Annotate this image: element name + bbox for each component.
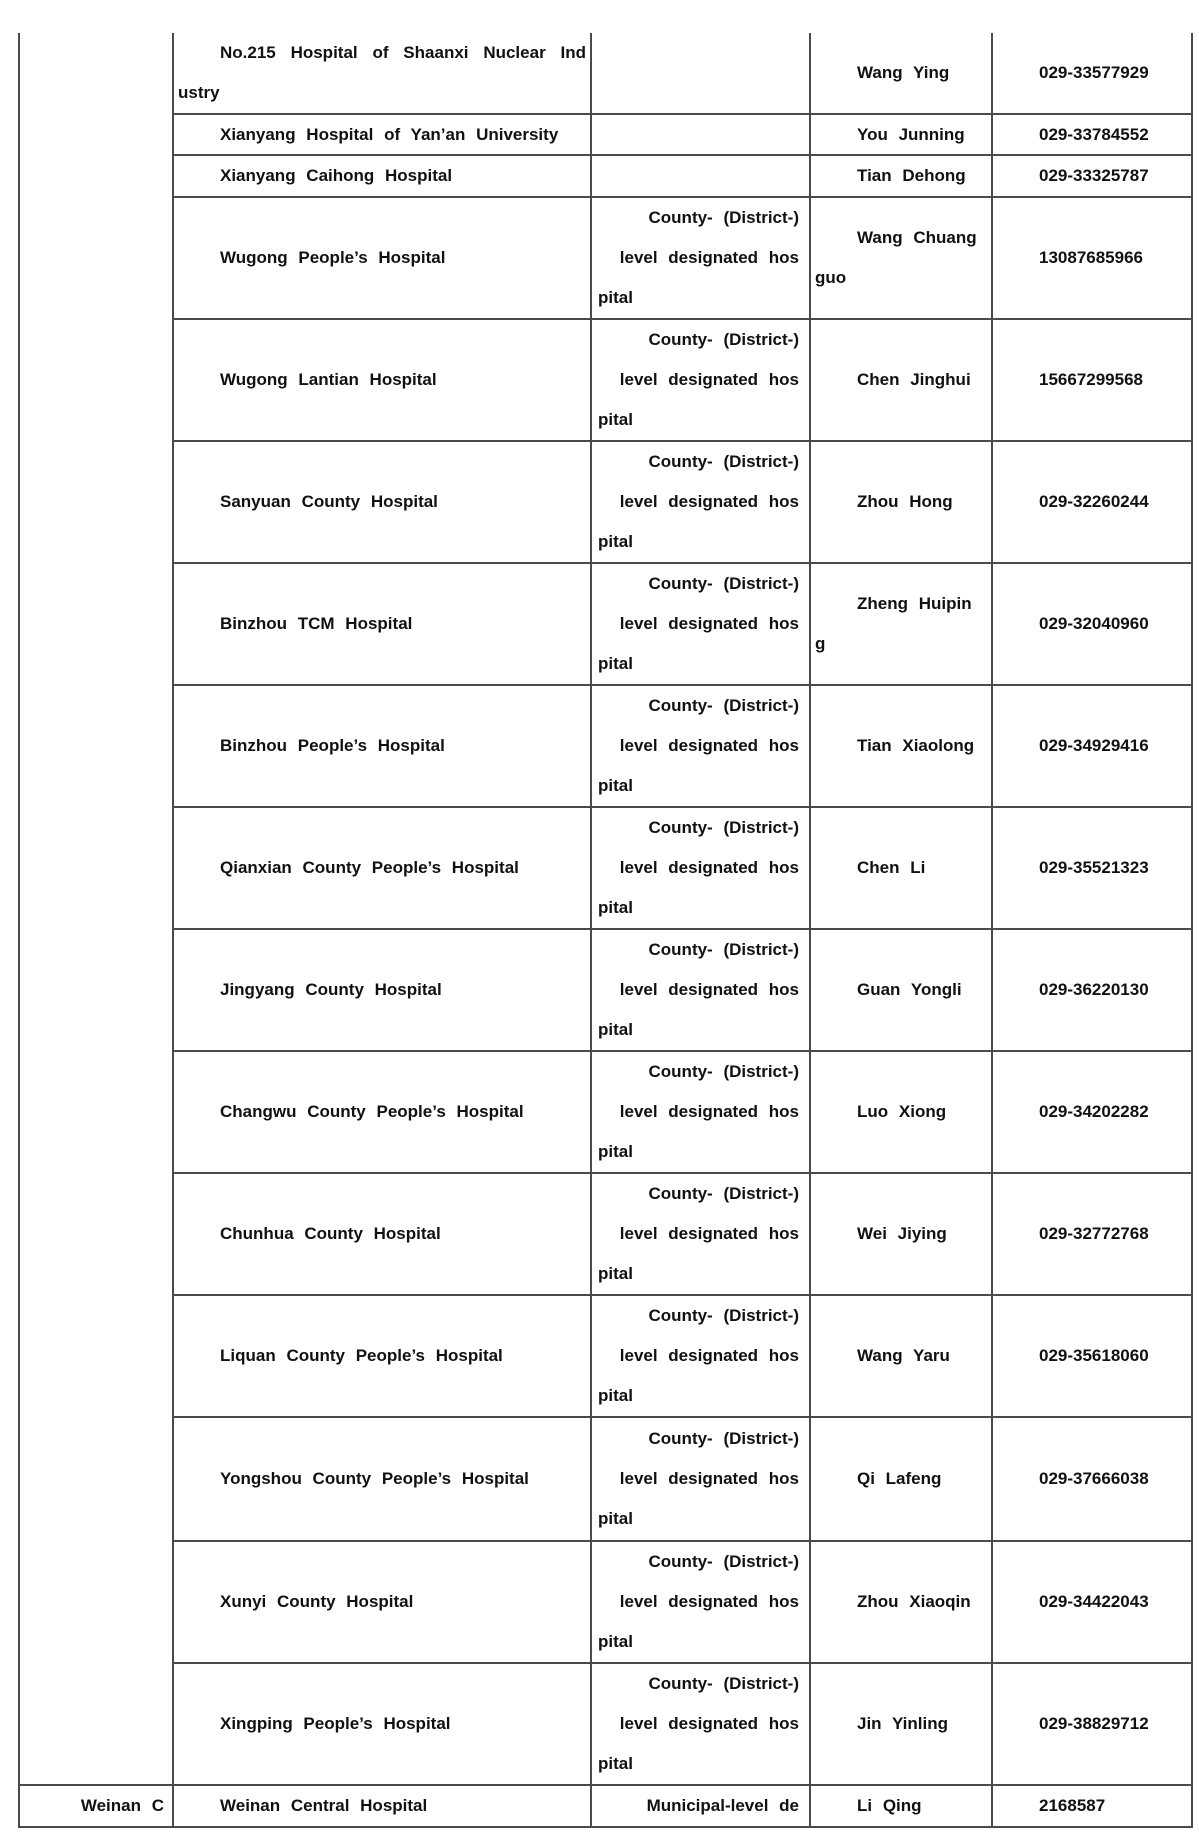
phone-cell	[992, 1541, 1192, 1663]
hospital-level-line: pital	[598, 1142, 633, 1161]
phone-number: 13087685966	[1039, 248, 1144, 267]
table-row	[19, 197, 1192, 319]
hospital-name-cell	[173, 155, 591, 197]
contact-person: Guan Yongli	[857, 980, 962, 999]
phone-cell	[992, 1173, 1192, 1295]
hospital-level-cell	[591, 1295, 810, 1417]
hospital-level-line: level designated hos	[619, 370, 799, 389]
hospital-level-line: County- (District-)	[648, 330, 799, 349]
phone-number: 029-34929416	[1039, 736, 1149, 755]
table-row	[19, 1541, 1192, 1663]
table-row	[19, 1051, 1192, 1173]
contact-person-cell	[810, 929, 992, 1051]
hospital-level-line: County- (District-)	[648, 208, 799, 227]
hospital-level-line: County- (District-)	[648, 574, 799, 593]
contact-person: Jin Yinling	[857, 1714, 949, 1733]
phone-number: 15667299568	[1039, 370, 1144, 389]
hospital-name: Xianyang Caihong Hospital	[220, 166, 453, 185]
city-name: Weinan C	[80, 1796, 164, 1815]
contact-person: Tian Dehong	[857, 166, 966, 185]
contact-person-cell	[810, 1785, 992, 1827]
hospital-level-cell	[591, 1051, 810, 1173]
hospital-level-line: County- (District-)	[648, 1306, 799, 1325]
phone-number: 029-34422043	[1039, 1592, 1149, 1611]
hospital-level-line: pital	[598, 1264, 633, 1283]
phone-cell	[992, 155, 1192, 197]
phone-cell	[992, 1785, 1192, 1827]
hospital-name-cell	[173, 1417, 591, 1541]
phone-cell	[992, 685, 1192, 807]
phone-cell	[992, 319, 1192, 441]
contact-person: Wei Jiying	[857, 1224, 947, 1243]
hospital-level-line: level designated hos	[619, 1102, 799, 1121]
phone-number: 029-34202282	[1039, 1102, 1149, 1121]
table-row	[19, 685, 1192, 807]
table-row	[19, 1295, 1192, 1417]
hospital-level-cell	[591, 1417, 810, 1541]
hospital-name: Binzhou People’s Hospital	[220, 736, 445, 755]
hospital-level-cell	[591, 807, 810, 929]
phone-number: 029-38829712	[1039, 1714, 1149, 1733]
hospital-level-cell	[591, 197, 810, 319]
phone-number: 029-37666038	[1039, 1469, 1149, 1488]
hospital-level-cell	[591, 33, 810, 114]
hospital-name-line: No.215 Hospital of Shaanxi Nuclear Ind	[220, 43, 586, 62]
phone-number: 029-32260244	[1039, 492, 1149, 511]
hospital-level-line: pital	[598, 1509, 633, 1528]
hospital-name-cell	[173, 1785, 591, 1827]
hospital-name: Yongshou County People’s Hospital	[220, 1469, 529, 1488]
hospital-level-cell	[591, 1663, 810, 1785]
hospital-name-cell	[173, 33, 591, 114]
hospital-name-cell	[173, 1173, 591, 1295]
contact-person-cell	[810, 685, 992, 807]
hospital-level-line: County- (District-)	[648, 696, 799, 715]
contact-person-cell	[810, 1295, 992, 1417]
hospital-name-cell	[173, 1295, 591, 1417]
phone-cell	[992, 563, 1192, 685]
hospital-level-line: level designated hos	[619, 1346, 799, 1365]
hospital-table	[18, 33, 1193, 1828]
phone-cell	[992, 807, 1192, 929]
hospital-name: Wugong Lantian Hospital	[220, 370, 437, 389]
phone-number: 029-35618060	[1039, 1346, 1149, 1365]
hospital-level-line: County- (District-)	[648, 1429, 799, 1448]
hospital-name: Xingping People’s Hospital	[220, 1714, 451, 1733]
contact-person-line: Zheng Huipin	[857, 594, 972, 613]
table-row	[19, 807, 1192, 929]
hospital-level-line: County- (District-)	[648, 1184, 799, 1203]
hospital-level-line: pital	[598, 776, 633, 795]
contact-person: Wang Yaru	[857, 1346, 950, 1365]
hospital-name: Binzhou TCM Hospital	[220, 614, 413, 633]
table-row	[19, 563, 1192, 685]
hospital-level-line: County- (District-)	[648, 452, 799, 471]
table-row	[19, 155, 1192, 197]
hospital-level-line: pital	[598, 410, 633, 429]
hospital-level-cell	[591, 155, 810, 197]
hospital-name-cell	[173, 685, 591, 807]
hospital-level-line: level designated hos	[619, 492, 799, 511]
contact-person-cell	[810, 1173, 992, 1295]
table-row	[19, 441, 1192, 563]
hospital-name: Liquan County People’s Hospital	[220, 1346, 503, 1365]
contact-person: Wang Ying	[857, 63, 950, 82]
hospital-name-cell	[173, 319, 591, 441]
hospital-name-cell	[173, 807, 591, 929]
hospital-level-cell	[591, 1785, 810, 1827]
hospital-name: Chunhua County Hospital	[220, 1224, 441, 1243]
hospital-name-line: ustry	[178, 83, 220, 102]
contact-person-line: guo	[815, 268, 847, 287]
hospital-level-line: pital	[598, 1020, 633, 1039]
phone-cell	[992, 114, 1192, 155]
contact-person: Chen Li	[857, 858, 926, 877]
hospital-name: Xianyang Hospital of Yan’an University	[220, 124, 559, 144]
table-row	[19, 929, 1192, 1051]
hospital-level-line: County- (District-)	[648, 818, 799, 837]
hospital-level-line: level designated hos	[619, 614, 799, 633]
hospital-name-cell	[173, 114, 591, 155]
hospital-name-cell	[173, 563, 591, 685]
hospital-level-line: Municipal-level de	[646, 1796, 799, 1815]
hospital-level-line: level designated hos	[619, 1224, 799, 1243]
phone-number: 2168587	[1039, 1796, 1106, 1815]
phone-number: 029-33577929	[1039, 63, 1149, 82]
contact-person: You Junning	[857, 124, 965, 144]
hospital-level-line: pital	[598, 654, 633, 673]
contact-person-cell	[810, 1541, 992, 1663]
contact-person-cell	[810, 1051, 992, 1173]
phone-number: 029-32040960	[1039, 614, 1149, 633]
hospital-name: Jingyang County Hospital	[220, 980, 442, 999]
hospital-level-line: County- (District-)	[648, 1674, 799, 1693]
phone-cell	[992, 1051, 1192, 1173]
table-body	[19, 33, 1192, 1827]
hospital-level-line: level designated hos	[619, 980, 799, 999]
phone-number: 029-32772768	[1039, 1224, 1149, 1243]
contact-person-cell	[810, 319, 992, 441]
phone-number: 029-35521323	[1039, 858, 1149, 877]
contact-person: Qi Lafeng	[857, 1469, 942, 1488]
phone-cell	[992, 1663, 1192, 1785]
table-row	[19, 1663, 1192, 1785]
hospital-level-line: level designated hos	[619, 736, 799, 755]
hospital-name-cell	[173, 197, 591, 319]
table-row	[19, 33, 1192, 114]
phone-cell	[992, 197, 1192, 319]
contact-person-cell	[810, 33, 992, 114]
hospital-level-cell	[591, 1541, 810, 1663]
hospital-level-line: pital	[598, 1632, 633, 1651]
hospital-level-cell	[591, 563, 810, 685]
hospital-level-line: County- (District-)	[648, 1062, 799, 1081]
contact-person: Zhou Xiaoqin	[857, 1592, 971, 1611]
phone-cell	[992, 1295, 1192, 1417]
phone-cell	[992, 33, 1192, 114]
hospital-name: Qianxian County People’s Hospital	[220, 858, 519, 877]
table-row	[19, 1417, 1192, 1541]
hospital-level-cell	[591, 1173, 810, 1295]
contact-person-cell	[810, 114, 992, 155]
hospital-level-line: level designated hos	[619, 858, 799, 877]
phone-number: 029-33784552	[1039, 124, 1149, 144]
hospital-name: Changwu County People’s Hospital	[220, 1102, 524, 1121]
hospital-level-line: pital	[598, 1754, 633, 1773]
hospital-level-line: pital	[598, 288, 633, 307]
hospital-name-cell	[173, 929, 591, 1051]
hospital-name: Sanyuan County Hospital	[220, 492, 438, 511]
hospital-name: Xunyi County Hospital	[220, 1592, 414, 1611]
contact-person: Zhou Hong	[857, 492, 953, 511]
phone-number: 029-33325787	[1039, 166, 1149, 185]
contact-person-cell	[810, 197, 992, 319]
hospital-name: Wugong People’s Hospital	[220, 248, 446, 267]
phone-cell	[992, 441, 1192, 563]
contact-person: Chen Jinghui	[857, 370, 971, 389]
contact-person: Li Qing	[857, 1796, 922, 1815]
phone-cell	[992, 1417, 1192, 1541]
contact-person-cell	[810, 155, 992, 197]
contact-person-cell	[810, 563, 992, 685]
hospital-level-cell	[591, 929, 810, 1051]
hospital-level-line: County- (District-)	[648, 940, 799, 959]
hospital-level-line: pital	[598, 1386, 633, 1405]
table-row	[19, 319, 1192, 441]
table-row	[19, 1173, 1192, 1295]
hospital-name-cell	[173, 1663, 591, 1785]
contact-person: Tian Xiaolong	[857, 736, 975, 755]
contact-person-cell	[810, 441, 992, 563]
table-row	[19, 1785, 1192, 1827]
hospital-level-cell	[591, 319, 810, 441]
phone-number: 029-36220130	[1039, 980, 1149, 999]
contact-person-cell	[810, 807, 992, 929]
hospital-level-line: level designated hos	[619, 1469, 799, 1488]
hospital-name: Weinan Central Hospital	[220, 1796, 428, 1815]
hospital-level-line: level designated hos	[619, 1592, 799, 1611]
phone-cell	[992, 929, 1192, 1051]
hospital-name-cell	[173, 441, 591, 563]
contact-person: Luo Xiong	[857, 1102, 947, 1121]
hospital-level-cell	[591, 685, 810, 807]
contact-person-line: g	[815, 634, 826, 653]
hospital-level-line: level designated hos	[619, 248, 799, 267]
contact-person-cell	[810, 1417, 992, 1541]
table-row	[19, 114, 1192, 155]
hospital-level-line: pital	[598, 898, 633, 917]
city-cell	[19, 33, 173, 1785]
hospital-name-cell	[173, 1541, 591, 1663]
hospital-level-line: level designated hos	[619, 1714, 799, 1733]
hospital-level-cell	[591, 114, 810, 155]
hospital-level-line: pital	[598, 532, 633, 551]
hospital-name-cell	[173, 1051, 591, 1173]
contact-person-line: Wang Chuang	[857, 228, 977, 247]
hospital-level-cell	[591, 441, 810, 563]
contact-person-cell	[810, 1663, 992, 1785]
city-cell	[19, 1785, 173, 1827]
hospital-level-line: County- (District-)	[648, 1552, 799, 1571]
